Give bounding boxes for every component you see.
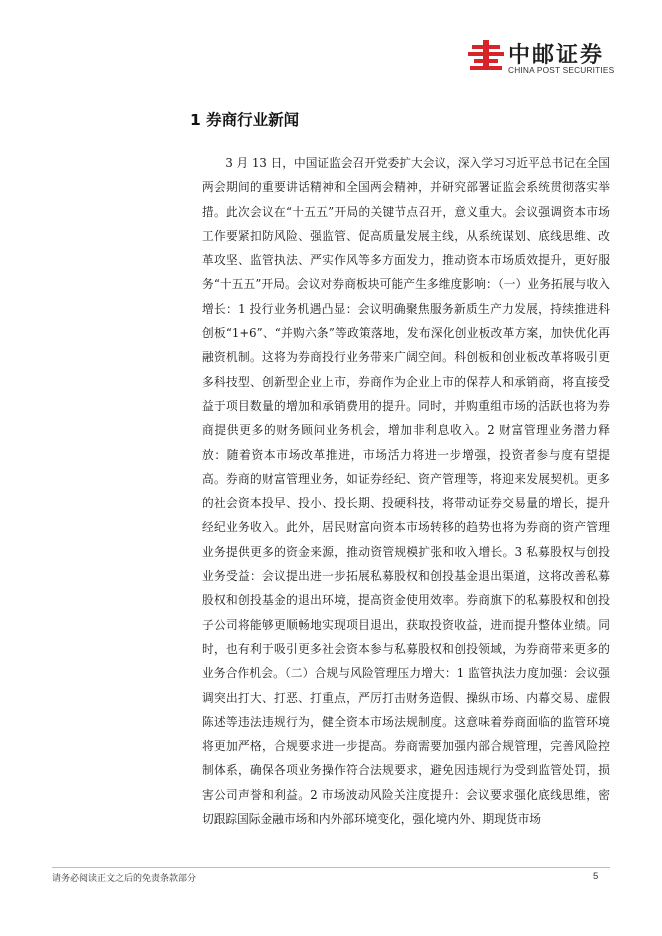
company-logo — [468, 38, 618, 78]
logo-chinese-name: 中邮证券 — [508, 43, 605, 68]
china-post-logo-icon — [468, 40, 504, 74]
section-title: 1 券商行业新闻 — [190, 111, 300, 129]
footer-disclaimer: 请务必阅读正文之后的免责条款部分 — [52, 874, 197, 884]
news-paragraph: 3 月 13 日，中国证监会召开党委扩大会议，深入学习习近平总书记在全国两会期间的重要讲话精神和全国两会精神，并研究部署证监会系统贯彻落实举措。此次会议在“十五五”开局的关键节点召开，意义重大。会议强调资本市场工作要紧扣防风险、强监管、促高质量发展主线，从系统谋划、底线思维、改革攻坚、监管执法、严实作风等多方面发力，推动资本市场质效提升，更好服务“十五五”开局。会议对券商板块可能产生多维度影响：（一）业务拓展与收入增长：1 投行业务机遇凸显：会议明确聚焦服务新质生产力发展，持续推进科创板“1+6”、“并购六条”等政策落地，发布深化创业板改革方案，加快优化再融资机制。这将为券商投行业务带来广阔空间。科创板和创业板改革将吸引更多科技型、创新型企业上市，券商作为企业上市的保荐人和承销商，将直接受益于项目数量的增加和承销费用的提升。同时，并购重组市场的活跃也将为券商提供更多的财务顾问业务机会，增加非利息收入。2 财富管理业务潜力释放：随着资本市场改革推进，市场活力将进一步增强，投资者参与度有望提高。券商的财富管理业务，如证券经纪、资产管理等，将迎来发展契机。更多的社会资本投早、投小、投长期、投硬科技，将带动证券交易量的增长，提升经纪业务收入。此外，居民财富向资本市场转移的趋势也将为券商的资产管理业务提供更多的资金来源，推动资管规模扩张和收入增长。3 私募股权与创投业务受益：会议提出进一步拓展私募股权和创投基金退出渠道，这将改善私募股权和创投基金的退出环境，提高资金使用效率。券商旗下的私募股权和创投子公司将能够更顺畅地实现项目退出，获取投资收益，进而提升整体业绩。同时，也有利于吸引更多社会资本参与私募股权和创投领域，为券商带来更多的业务合作机会。（二）合规与风险管理压力增大：1 监管执法力度加强：会议强调突出打大、打恶、打重点，严厉打击财务造假、操纵市场、内幕交易、虚假陈述等违法违规行为，健全资本市场法规制度。这意味着券商面临的监管环境将更加严格，合规要求进一步提高。券商需要加强内部合规管理，完善风险控制体系，确保各项业务操作符合法规要求，避免因违规行为受到监管处罚，损害公司声誉和利益。2 市场波动风险关注度提升：会议要求强化底线思维，密切跟踪国际金融市场和内外部环境变化，强化境内外、期现货市场 — [202, 156, 610, 827]
footer-divider — [52, 867, 610, 868]
logo-english-name: CHINA POST SECURITIES — [508, 65, 615, 75]
page-number: 5 — [593, 871, 599, 882]
